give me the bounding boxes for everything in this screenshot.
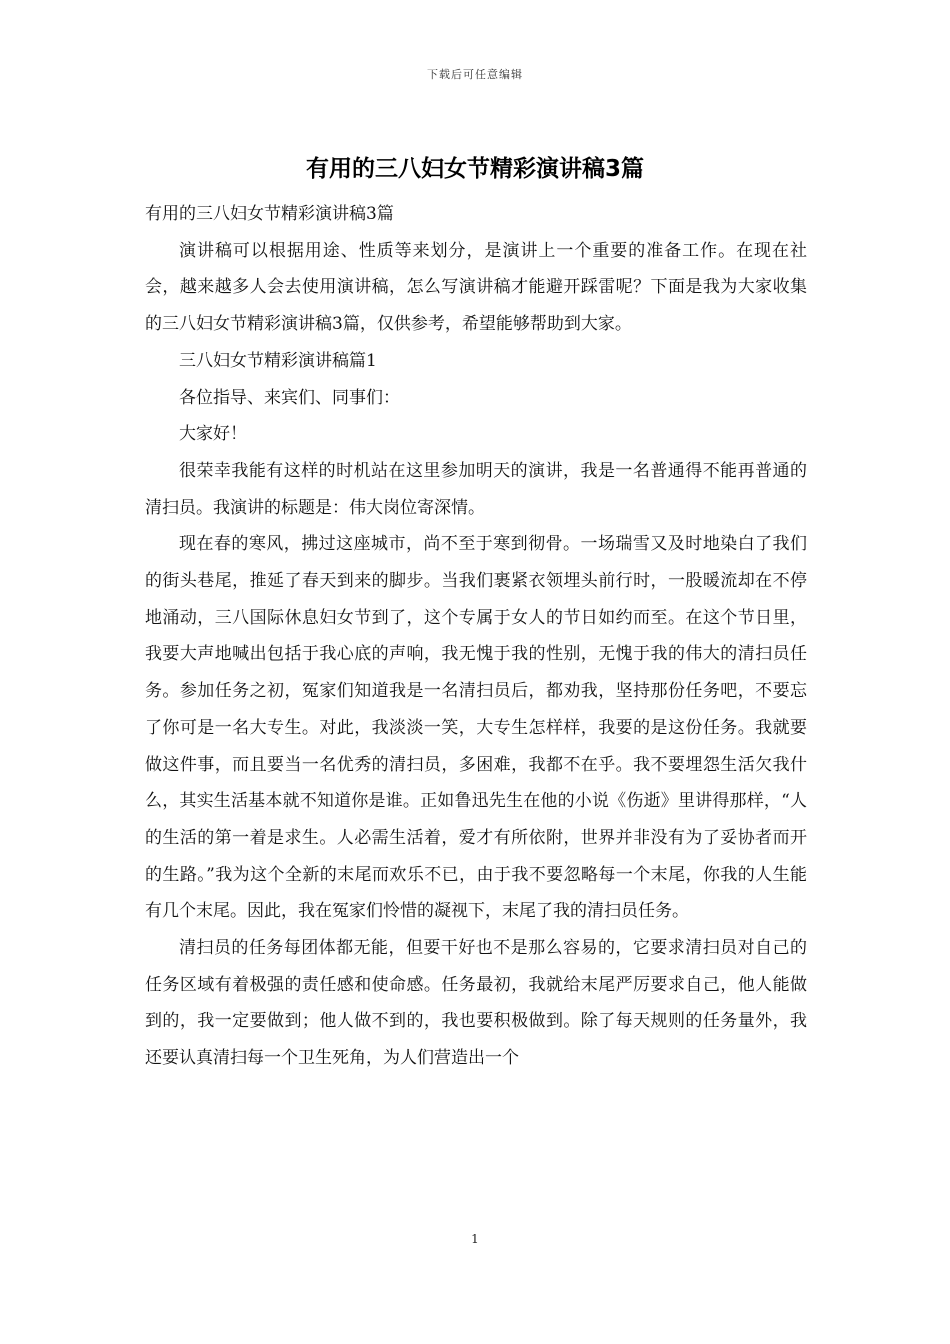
paragraph-greeting: 大家好！ [179,424,247,445]
paragraph-subtitle: 有用的三八妇女节精彩演讲稿3篇 [145,204,394,224]
document-title: 有用的三八妇女节精彩演讲稿3篇 [305,156,644,182]
paragraph-speech: 很荣幸我能有这样的时机站在这里参加明天的演讲，我是一名普通得不能再普通的清扫员。我演讲的标题是：伟大岗位寄深情。 [145,460,807,518]
paragraph-speech: 清扫员的任务每团体都无能，但要干好也不是那么容易的，它要求清扫员对自己的任务区域有着极强的责任感和使命感。任务最初，我就给末尾严厉要求自己，他人能做到的，我一定要做到；他人做不到的，我也要积极做到。除了每天规则的任务量外，我还要认真清扫每一个卫生死角，为人们营造出一个 [145,938,807,1069]
paragraph-salutation: 各位指导、来宾们、同事们： [179,387,400,408]
document-body [145,196,807,1077]
paragraph-section-heading: 三八妇女节精彩演讲稿篇1 [179,350,377,371]
header-note: 下载后可任意编辑 [427,68,523,81]
paragraph-intro: 演讲稿可以根据用途、性质等来划分，是演讲上一个重要的准备工作。在现在社会，越来越多人会去使用演讲稿，怎么写演讲稿才能避开踩雷呢？下面是我为大家收集的三八妇女节精彩演讲稿3篇，仅供参考，希望能够帮助到大家。 [145,240,807,335]
paragraph-speech: 现在春的寒风，拂过这座城市，尚不至于寒到彻骨。一场瑞雪又及时地染白了我们的街头巷尾，推延了春天到来的脚步。当我们裹紧衣领埋头前行时，一股暖流却在不停地涌动，三八国际休息妇女节到了，这个专属于女人的节日如约而至。在这个节日里，我要大声地喊出包括于我心底的声响，我无愧于我的性别，无愧于我的伟大的清扫员任务。参加任务之初，冤家们知道我是一名清扫员后，都劝我，坚持那份任务吧，不要忘了你可是一名大专生。对此，我淡淡一笑，大专生怎样样，我要的是这份任务。我就要做这件事，而且要当一名优秀的清扫员，多困难，我都不在乎。我不要埋怨生活欠我什么，其实生活基本就不知道你是谁。正如鲁迅先生在他的小说《伤逝》里讲得那样，“人的生活的第一着是求生。人必需生活着，爱才有所依附，世界并非没有为了妥协者而开的生路。”我为这个全新的末尾而欢乐不已，由于我不要忽略每一个末尾，你我的人生能有几个末尾。因此，我在冤家们怜惜的凝视下，末尾了我的清扫员任务。 [145,534,807,922]
page-number: 1 [471,1232,479,1246]
